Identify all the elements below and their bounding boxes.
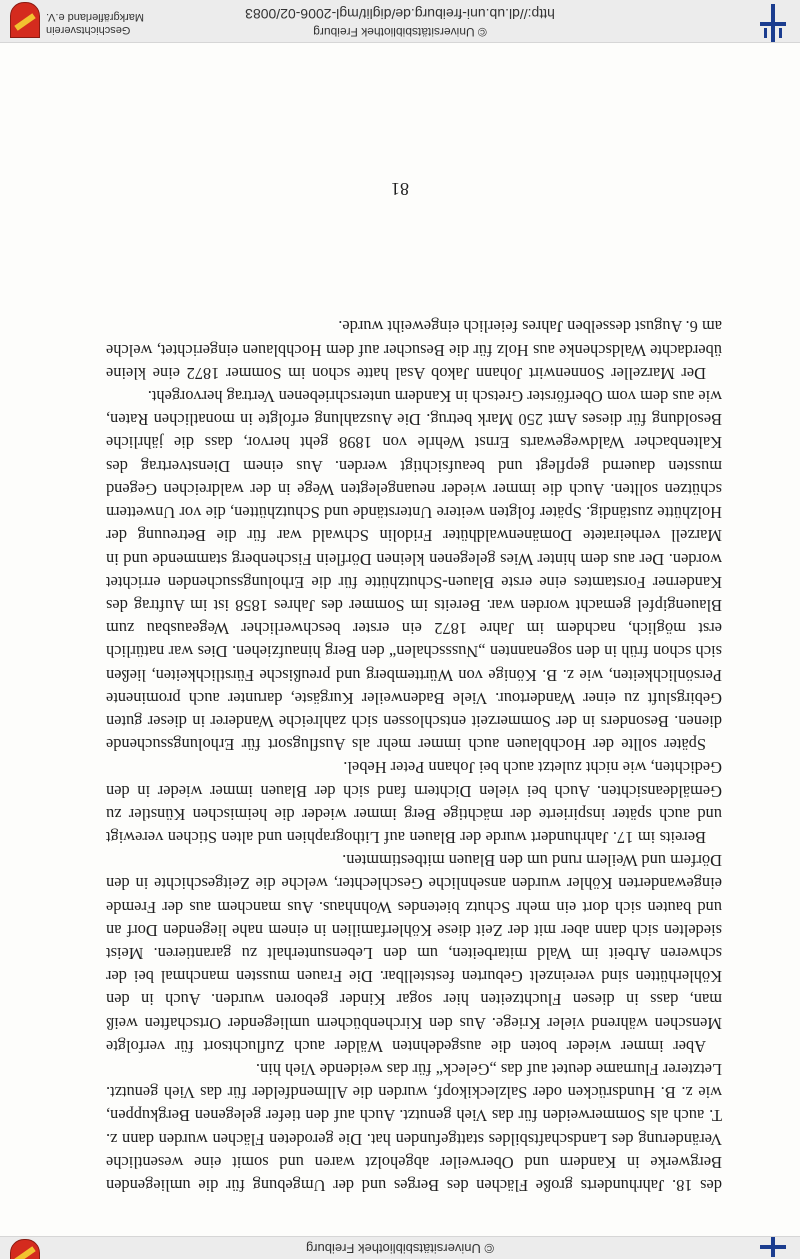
paragraph-5: Der Marzeller Sonnenwirt Johann Jakob Asal hatte schon im Sommer 1872 eine kleine überdachte Waldschenke aus Holz für die Besucher auf dem Hochblauen eingerichtet, welche am 6. August desselben Jahres feierlich eingeweiht wurde. — [106, 317, 722, 383]
paragraph-1: des 18. Jahrhunderts große Flächen des Berges und der Umgebung für die umliegenden Bergwerke in Kandern und Oberweiler abgeholzt waren und somit eine wesentliche Veränderung des Landschaftsbildes stattgefunden hat. Die gerodeten Flächen wurden dann z. T. auch als Sommerweiden für das Vieh genutzt. Auch auf den tiefer gelegenen Bergkuppen, wie z. B. Hundsrücken oder Salzleckikopf, wurden die Allmendfelder für das Vieh genutzt. Letzterer Flurname deutet auf das „Geleck“ für das weidende Vieh hin. — [106, 1059, 722, 1195]
coat-of-arms-icon — [10, 2, 40, 38]
society-name-line-2: Markgräflerland e.V. — [46, 11, 145, 23]
footer-copyright: © Universitätsbibliothek Freiburg — [313, 25, 487, 39]
viewer-footer-bar — [0, 0, 800, 43]
page-number: 81 — [391, 179, 409, 199]
paragraph-3: Bereits im 17. Jahrhundert wurde der Blauen auf Lithographien und alten Stichen verewigt und auch später inspirierte der mächtige Berg immer wieder die heimischen Künstler zu Gemäldeansichten. Auch bei vielen Dichtern fand sich der Blauen immer wieder in den Gedichten, wie nicht zuletzt auch bei Johann Peter Hebel. — [106, 758, 722, 847]
header-copyright: © Universitätsbibliothek Freiburg — [305, 1241, 495, 1256]
paragraph-4: Später sollte der Hochblauen auch immer mehr als Ausflugsort für Erholungssuchende dienen. Besonders in der Sommerzeit entschlossen sich zahlreiche Wanderer in dieser guten Gebirgsluft zu einer Wandertour. Viele Badenweiler Kurgäste, darunter auch prominente Persönlichkeiten, wie z. B. Könige von Württemberg und preußische Fürstlichkeiten, ließen sich schon früh in den sogenannten „Nussschalen“ den Berg hinaufziehen. Dies war natürlich erst möglich, nachdem im Jahre 1872 ein erster beschwerlicher Wegeausbau zum Blauengipfel gemacht worden war. Bereits im Sommer des Jahres 1858 ist im Auftrag des Kanderner Forstamtes eine erste Blauen-Schutzhütte für die Erholungssuchenden errichtet worden. Der aus dem hinter Wies gelegenen kleinen Dörflein Fischenberg stammende und in Marzell verheiratete Domänenwaldhüter Fridolin Schwald war für die Betreuung der Holzhütte zuständig. Später folgten weitere Unterstände und Schutzhütten, die vor Unwettern schützen sollten. Auch die immer wieder neuangelegten Wege in der waldreichen Gegend mussten dauernd gepflegt und beaufsichtigt werden. Aus einem Dienstvertrag des Kaltenbacher Waldwegewarts Ernst Wehrle von 1898 geht hervor, dass die jährliche Besoldung für dieses Amt 250 Mark betrug. Die Auszahlung erfolgte in monatlichen Raten, wie aus dem vom Oberförster Gretsch in Kandern unterschriebenen Vertrag hervorgeht. — [106, 387, 722, 755]
coat-of-arms-icon — [10, 1239, 40, 1259]
document-body — [106, 315, 722, 1197]
society-name — [46, 10, 144, 36]
paragraph-2: Aber immer wieder boten die ausgedehnten Wälder auch Zufluchtsort für verfolgte Menschen während vieler Kriege. Aus den Kirchenbüchern umliegender Ortschaften weiß man, dass in diesen Fluchtzeiten hier sogar Kinder geboren wurden. Auch in den Köhlerhütten sind vereinzelt Geburten feststellbar. Die Frauen mussten manchmal bei der schweren Arbeit im Wald mitarbeiten, um den Lebensunterhalt zu garantieren. Meist siedelten sich dann aber mit der Zeit diese Köhlerfamilien in einem nahe liegenden Dorf an und bauten sich dort ein mehr Schutz bietendes Wohnhaus. Aus manchem aus der Fremde eingewanderten Köhler wurden ansehnliche Geschlechter, welche die Zeitgeschichte in den Dörfern und Weilern rund um den Blauen mitbestimmten. — [106, 851, 722, 1056]
viewer-header-bar — [0, 1236, 800, 1259]
society-name-line-1: Geschichtsverein — [46, 24, 131, 36]
permalink-url[interactable]: http://dl.ub.uni-freiburg.de/diglit/mgl-2006-02/0083 — [245, 6, 555, 22]
